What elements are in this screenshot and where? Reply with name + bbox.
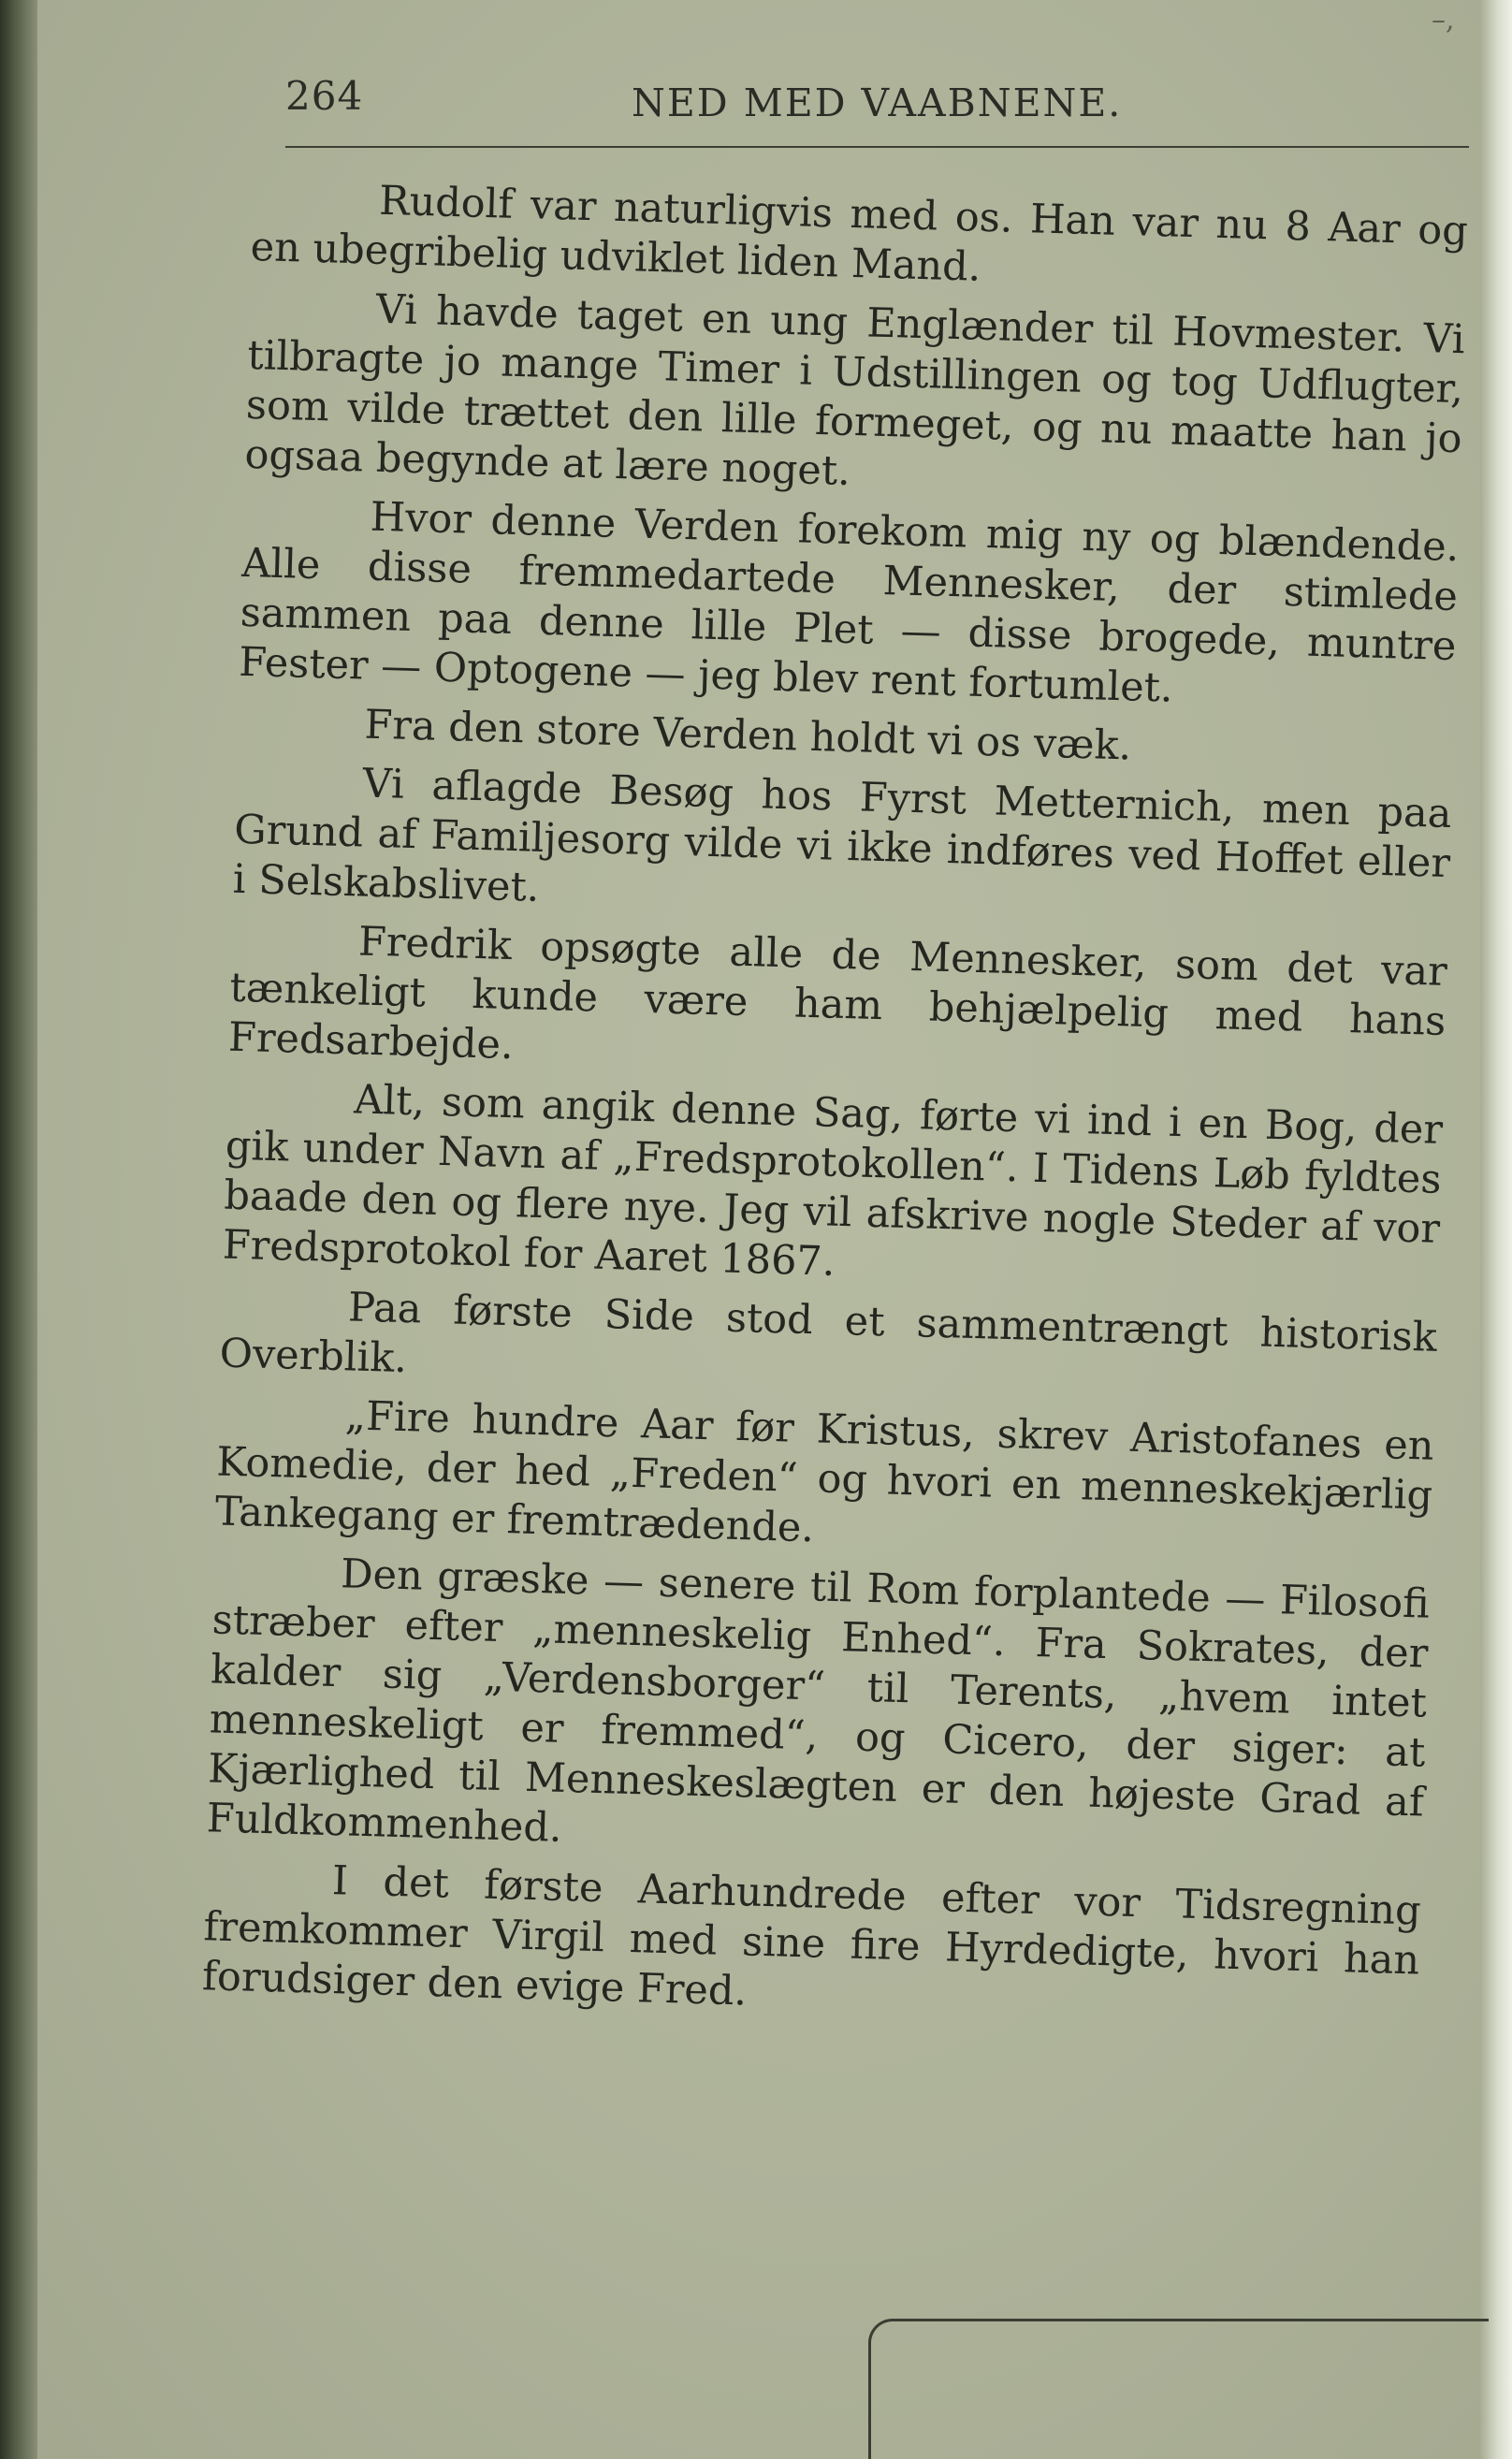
page-number: 264 bbox=[285, 73, 364, 119]
running-title: NED MED VAABNENE. bbox=[632, 80, 1123, 125]
paragraph: Hvor denne Verden forekom mig ny og blændende. Alle disse fremmedartede Mennesker, der stimlede sammen paa denne lille Plet — disse brogede, muntre Fester — Optogene — jeg blev rent fortumlet. bbox=[238, 493, 1461, 712]
page-text bbox=[201, 173, 1468, 2045]
paragraph: Den græske — senere til Rom forplantede — Filosofi stræber efter „menneskelig Enhed“. Fra Sokrates, der kalder sig „Verdensborger“ til Terents, „hvem intet menneskeligt er fremmed“, og Cicero, der siger: at Kjærlighed til Menneskeslægten er den højeste Grad af Fuldkommenhed. bbox=[206, 1550, 1431, 1852]
header-rule bbox=[285, 146, 1469, 148]
corner-mark: –, bbox=[1432, 4, 1455, 36]
paragraph: Fredrik opsøgte alle de Mennesker, som det var tænkeligt kunde være ham behjælpelig med hans Fredsarbejde. bbox=[227, 918, 1448, 1069]
paragraph: Rudolf var naturligvis med os. Han var nu 8 Aar og en ubegribelig udviklet liden Mand. bbox=[250, 177, 1469, 291]
paragraph: Paa første Side stod et sammentrængt historisk Overblik. bbox=[219, 1284, 1438, 1383]
page-header bbox=[285, 73, 1474, 148]
paragraph: Alt, som angik denne Sag, førte vi ind i en Bog, der gik under Navn af „Fredsprotokollen“. I Tidens Løb fyldtes baade den og flere nye. Jeg vil afskrive nogle Steder af vor Fredsprotokol for Aaret 1867. bbox=[222, 1076, 1444, 1286]
page-edge bbox=[1480, 0, 1512, 2459]
library-stamp-frame bbox=[868, 2319, 1489, 2459]
paragraph: I det første Aarhundrede efter vor Tidsregning fremkommer Virgil med sine fire Hyrdedigte, hvori han forudsiger den evige Fred. bbox=[201, 1857, 1422, 2015]
paragraph: „Fire hundre Aar før Kristus, skrev Aristofanes en Komedie, der hed „Freden“ og hvori en menneskekjærlig Tankegang er fremtrædende. bbox=[214, 1392, 1435, 1552]
paragraph: Vi havde taget en ung Englænder til Hovmester. Vi tilbragte jo mange Timer i Udstillingen og tog Udflugter, som vilde trættet den lille formeget, og nu maatte han jo ogsaa begynde at lære noget. bbox=[243, 285, 1466, 495]
paragraph: Vi aflagde Besøg hos Fyrst Metternich, men paa Grund af Familjesorg vilde vi ikke indføres ved Hoffet eller i Selskabslivet. bbox=[232, 760, 1453, 911]
paragraph: Fra den store Verden holdt vi os væk. bbox=[363, 701, 1132, 770]
binding-gutter bbox=[0, 0, 37, 2459]
